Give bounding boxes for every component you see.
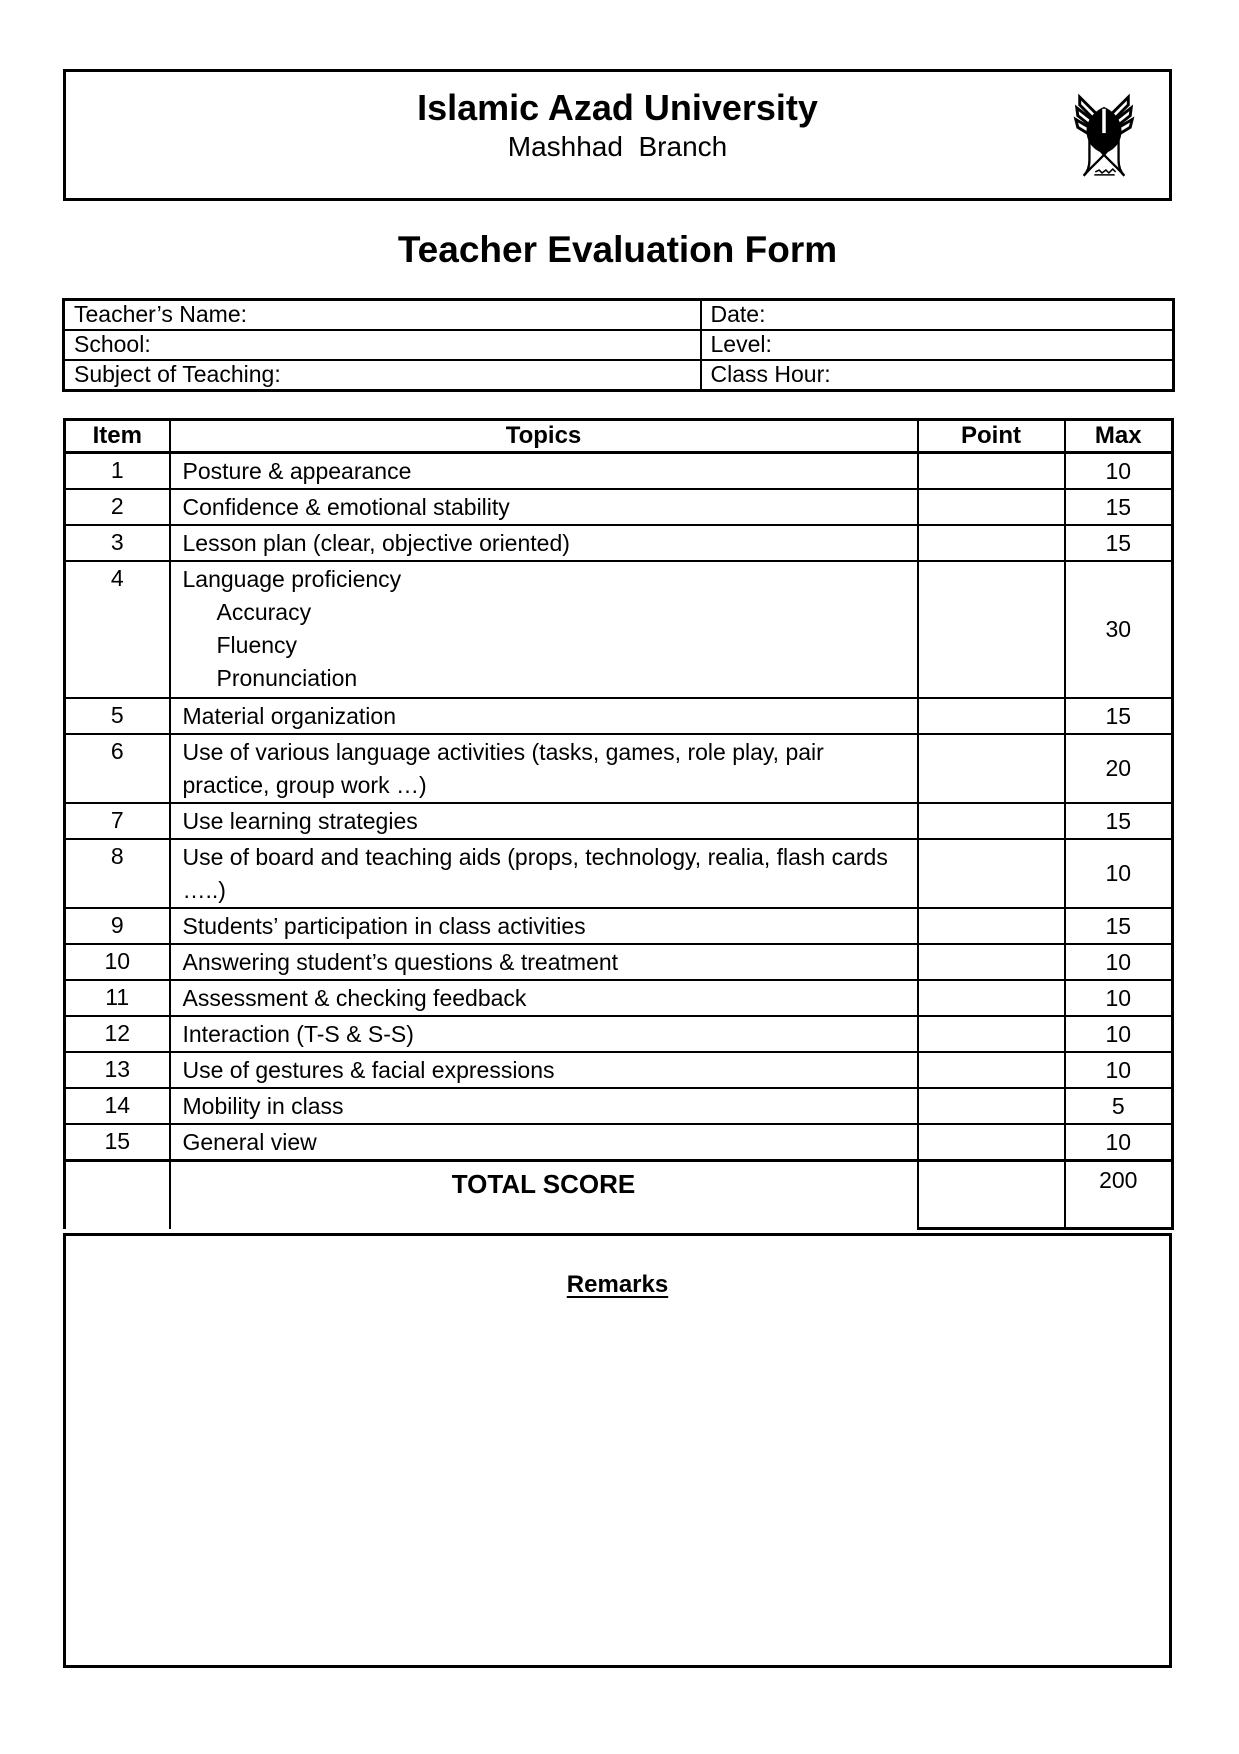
level-field: Level: <box>701 330 1174 360</box>
subject-field: Subject of Teaching: <box>64 360 701 391</box>
table-row <box>65 1088 1173 1124</box>
point-cell <box>918 1052 1065 1088</box>
topic-cell: Use learning strategies <box>170 803 918 839</box>
topic-main: Language proficiency <box>182 566 402 592</box>
point-cell <box>918 561 1065 698</box>
topic-cell: Lesson plan (clear, objective oriented) <box>170 525 918 561</box>
table-row <box>65 489 1173 525</box>
table-row <box>65 980 1173 1016</box>
table-row <box>65 734 1173 803</box>
point-cell <box>918 1016 1065 1052</box>
topic-cell: Use of various language activities (tasks, games, role play, pair practice, group work …) <box>170 734 918 803</box>
total-score-row <box>65 1161 1173 1229</box>
table-row <box>65 1124 1173 1161</box>
table-row <box>65 1016 1173 1052</box>
topic-cell: Assessment & checking feedback <box>170 980 918 1016</box>
topic-cell: Confidence & emotional stability <box>170 489 918 525</box>
max-cell: 10 <box>1065 1124 1173 1161</box>
item-cell: 11 <box>65 980 170 1016</box>
university-header-box <box>63 69 1172 201</box>
table-row <box>65 561 1173 698</box>
item-cell: 1 <box>65 453 170 490</box>
point-cell <box>918 803 1065 839</box>
topic-cell: Material organization <box>170 698 918 734</box>
topic-cell: Use of gestures & facial expressions <box>170 1052 918 1088</box>
subtopic: Accuracy <box>216 599 312 625</box>
topic-cell <box>170 561 918 698</box>
university-name: Islamic Azad University <box>417 87 818 128</box>
item-cell: 10 <box>65 944 170 980</box>
max-cell: 10 <box>1065 1052 1173 1088</box>
table-row <box>65 908 1173 944</box>
school-field: School: <box>64 330 701 360</box>
university-logo-icon <box>1070 89 1138 184</box>
item-cell: 12 <box>65 1016 170 1052</box>
point-cell <box>918 1124 1065 1161</box>
max-cell: 30 <box>1065 561 1173 698</box>
max-cell: 5 <box>1065 1088 1173 1124</box>
subtopic: Pronunciation <box>216 665 358 691</box>
point-cell <box>918 1088 1065 1124</box>
info-table <box>62 298 1175 392</box>
info-row <box>64 300 1174 331</box>
branch-name: Mashhad Branch <box>507 131 728 162</box>
remarks-box <box>63 1233 1172 1668</box>
table-row <box>65 944 1173 980</box>
item-cell: 4 <box>65 561 170 698</box>
total-max-cell: 200 <box>1065 1161 1173 1229</box>
item-cell: 14 <box>65 1088 170 1124</box>
info-row <box>64 360 1174 391</box>
table-row <box>65 1052 1173 1088</box>
topic-cell: Mobility in class <box>170 1088 918 1124</box>
topic-cell: Interaction (T-S & S-S) <box>170 1016 918 1052</box>
point-cell <box>918 525 1065 561</box>
item-cell: 8 <box>65 839 170 908</box>
total-point-cell <box>918 1161 1065 1229</box>
point-cell <box>918 734 1065 803</box>
date-field: Date: <box>701 300 1174 331</box>
topic-cell: Answering student’s questions & treatment <box>170 944 918 980</box>
point-cell <box>918 944 1065 980</box>
table-row <box>65 803 1173 839</box>
table-row <box>65 453 1173 490</box>
remarks-title: Remarks <box>566 1271 669 1298</box>
max-cell: 15 <box>1065 489 1173 525</box>
topic-cell: Posture & appearance <box>170 453 918 490</box>
point-header: Point <box>918 420 1065 453</box>
point-cell <box>918 698 1065 734</box>
total-score-label: TOTAL SCORE <box>170 1161 918 1229</box>
point-cell <box>918 908 1065 944</box>
item-cell: 7 <box>65 803 170 839</box>
subtopic: Fluency <box>216 632 298 658</box>
max-cell: 10 <box>1065 1016 1173 1052</box>
item-header: Item <box>65 420 170 453</box>
item-cell: 6 <box>65 734 170 803</box>
point-cell <box>918 980 1065 1016</box>
item-cell: 9 <box>65 908 170 944</box>
point-cell <box>918 839 1065 908</box>
item-cell: 15 <box>65 1124 170 1161</box>
max-cell: 15 <box>1065 698 1173 734</box>
form-title: Teacher Evaluation Form <box>397 229 838 270</box>
table-row <box>65 698 1173 734</box>
max-cell: 15 <box>1065 525 1173 561</box>
topic-cell: Students’ participation in class activities <box>170 908 918 944</box>
evaluation-table <box>63 418 1174 1230</box>
max-cell: 10 <box>1065 944 1173 980</box>
topic-cell: General view <box>170 1124 918 1161</box>
item-cell: 13 <box>65 1052 170 1088</box>
table-row <box>65 839 1173 908</box>
max-cell: 20 <box>1065 734 1173 803</box>
max-cell: 10 <box>1065 980 1173 1016</box>
table-header-row <box>65 420 1173 453</box>
max-cell: 10 <box>1065 839 1173 908</box>
class-hour-field: Class Hour: <box>701 360 1174 391</box>
teacher-name-field: Teacher’s Name: <box>64 300 701 331</box>
info-row <box>64 330 1174 360</box>
university-header-text <box>66 88 1169 163</box>
max-cell: 15 <box>1065 908 1173 944</box>
topic-cell: Use of board and teaching aids (props, technology, realia, flash cards …..) <box>170 839 918 908</box>
item-cell: 5 <box>65 698 170 734</box>
point-cell <box>918 489 1065 525</box>
item-cell: 2 <box>65 489 170 525</box>
max-cell: 15 <box>1065 803 1173 839</box>
table-row <box>65 525 1173 561</box>
item-cell <box>65 1161 170 1229</box>
point-cell <box>918 453 1065 490</box>
topics-header: Topics <box>170 420 918 453</box>
max-header: Max <box>1065 420 1173 453</box>
max-cell: 10 <box>1065 453 1173 490</box>
item-cell: 3 <box>65 525 170 561</box>
